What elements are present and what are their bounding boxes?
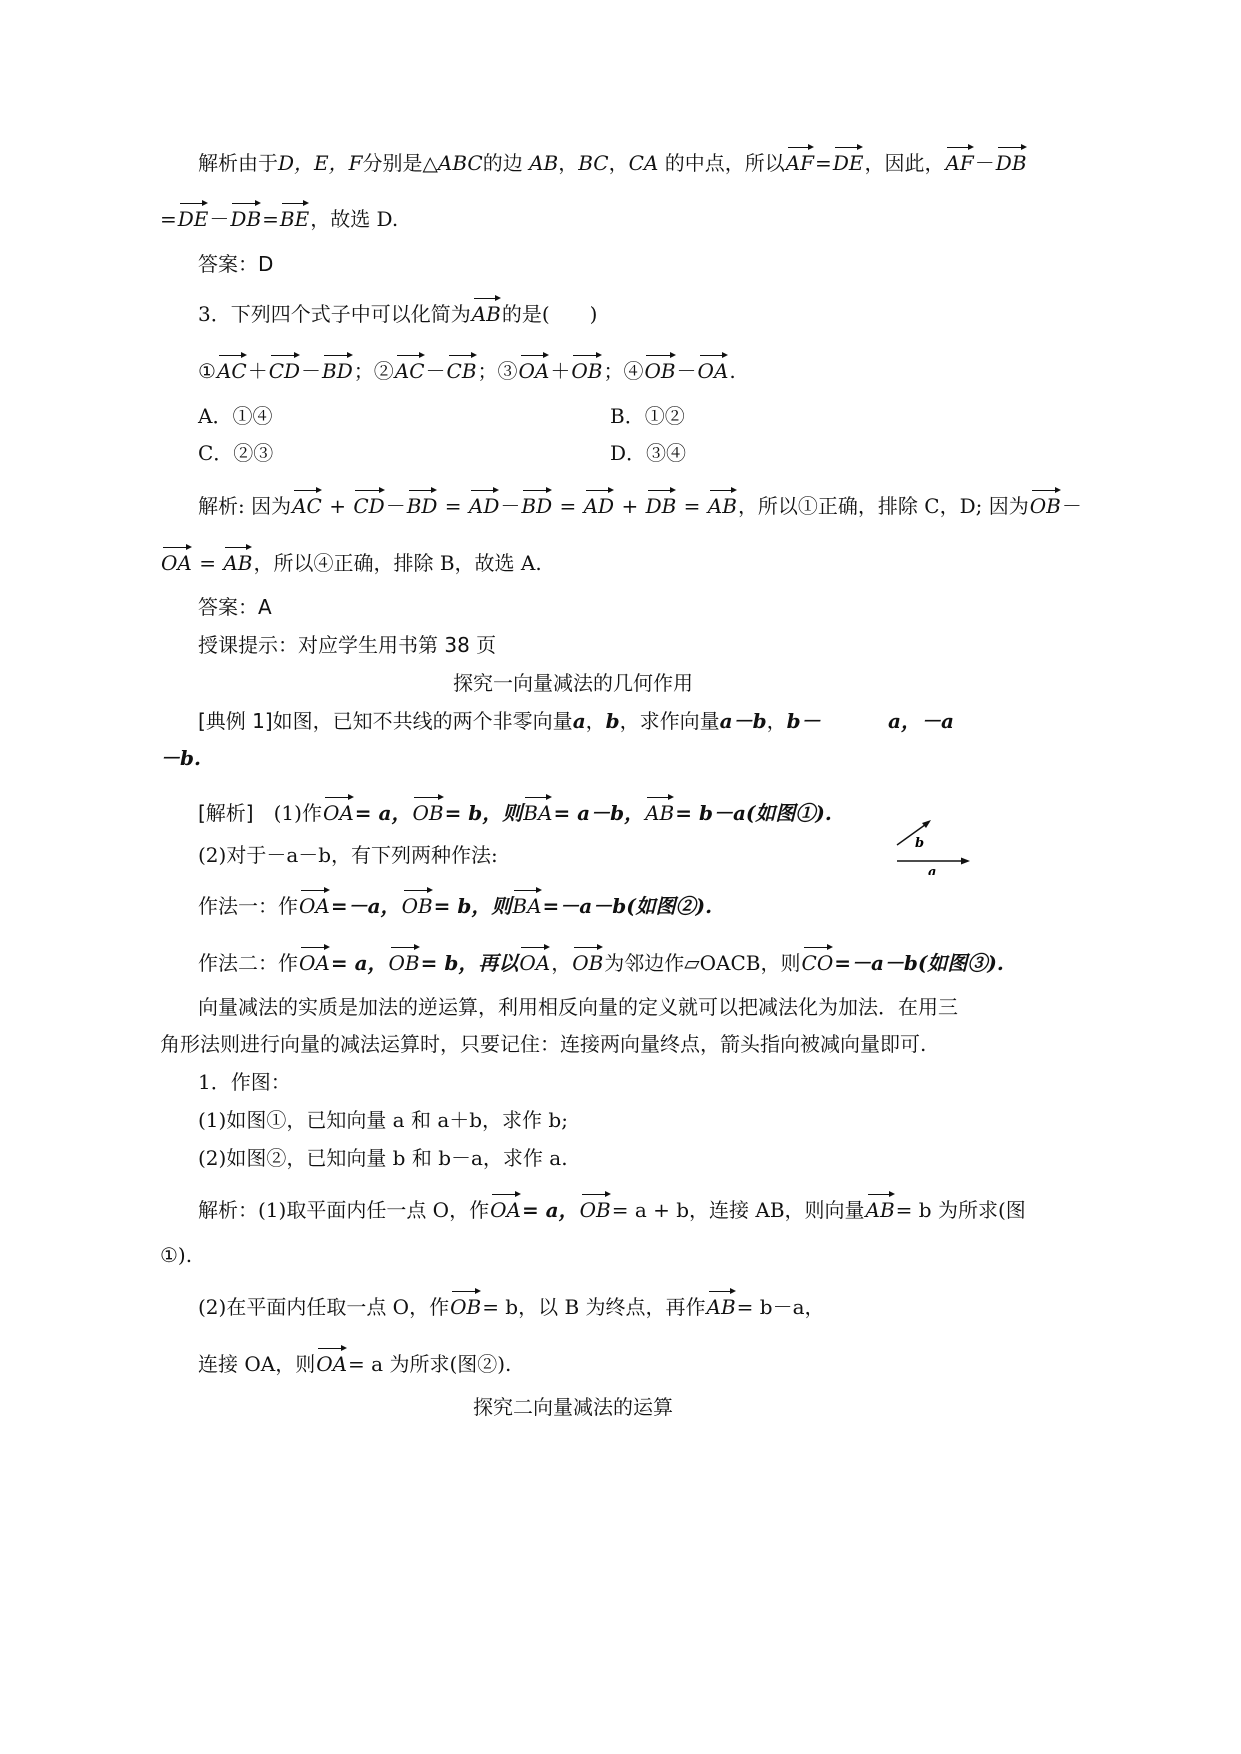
solution-label: [解析] xyxy=(198,801,254,825)
vector-CB: CB xyxy=(447,351,477,381)
option-d: D．③④ xyxy=(610,441,687,465)
vector-OA: OA xyxy=(519,351,550,381)
vector-AB: AB xyxy=(707,1287,736,1317)
text: ， xyxy=(551,951,572,975)
text: ；④ xyxy=(603,359,644,383)
exercise-solution-3 xyxy=(198,1344,511,1379)
vector-b: b xyxy=(605,709,620,733)
exercise-part-2: (2)如图②，已知向量 b 和 b－a，求作 a. xyxy=(198,1146,568,1170)
vector-BD: BD xyxy=(322,351,353,381)
label-a: a xyxy=(928,865,937,875)
section-title-1: 探究一向量减法的几何作用 xyxy=(453,671,693,695)
text: ，因此， xyxy=(864,151,945,175)
text: ：(1)取平面内任一点 O，作 xyxy=(238,1198,490,1222)
vector-CD: CD xyxy=(269,351,300,381)
method-2 xyxy=(198,943,1004,978)
text: 作 xyxy=(278,951,298,975)
vector-AB: AB xyxy=(472,294,501,324)
minus: － xyxy=(974,151,995,175)
vector-AB: AB xyxy=(708,486,737,516)
method-1 xyxy=(198,886,712,921)
expr: a－b xyxy=(719,709,767,733)
text: ，所以④正确，排除 B，故选 A. xyxy=(253,551,542,575)
text: ，求作向量 xyxy=(619,709,720,733)
minus: － xyxy=(425,359,446,383)
vector-AF: AF xyxy=(945,143,973,173)
summary-line-1: 向量减法的实质是加法的逆运算，利用相反向量的定义就可以把减法化为加法．在用三 xyxy=(198,995,958,1019)
expr: b－ xyxy=(786,709,821,733)
triangle: ABC xyxy=(437,151,483,175)
text: 的是( ) xyxy=(501,302,598,326)
solution-3-line-1: 解析: 因为AC + CD－BD = AD－BD = AD + DB = AB，所以①正确，排除 C，D; 因为OB－ xyxy=(198,486,1082,521)
arrowhead-a xyxy=(961,858,970,865)
vector-DE: DE xyxy=(833,143,864,173)
text: . xyxy=(729,359,736,383)
plus: ＋ xyxy=(247,359,268,383)
vector-AB: AB xyxy=(866,1190,895,1220)
vector-BA: BA xyxy=(523,793,552,823)
example-1-cont xyxy=(160,743,201,773)
vector-AD: AD xyxy=(584,486,614,516)
text: = b，以 B 为终点，再作 xyxy=(482,1295,706,1319)
option-b: B．①② xyxy=(610,404,685,428)
vector-OB: OB xyxy=(412,793,443,823)
vector-OA: OA xyxy=(299,886,330,916)
text: [典例 1]如图，已知不共线的两个非零向量 xyxy=(198,709,573,733)
vector-OB: OB xyxy=(389,943,420,973)
vector-BE: BE xyxy=(280,199,309,229)
solution-label: 解析 xyxy=(198,151,238,175)
text: = b 为所求(图 xyxy=(895,1198,1026,1222)
vector-AB: AB xyxy=(645,793,674,823)
text: ；② xyxy=(353,359,394,383)
vector-OB: OB xyxy=(450,1287,481,1317)
vector-OA: OA xyxy=(323,793,354,823)
solution-3-line-2: OA = AB，所以④正确，排除 B，故选 A. xyxy=(160,543,542,578)
vector-DB: DB xyxy=(996,143,1027,173)
vector-CD: CD xyxy=(353,486,384,516)
vector-figure xyxy=(880,800,980,875)
text: ；③ xyxy=(477,359,518,383)
minus: － xyxy=(301,359,322,383)
text: = b－a， xyxy=(736,1295,825,1319)
example-1-right xyxy=(888,706,954,736)
option-c: C．②③ xyxy=(198,441,274,465)
text: 的中点，所以 xyxy=(664,151,785,175)
text: (2)在平面内任取一点 O，作 xyxy=(198,1295,450,1319)
vector-OB: OB xyxy=(402,886,433,916)
question-3 xyxy=(198,294,597,329)
answer-3: 答案：A xyxy=(198,595,272,619)
expr: =－a， xyxy=(330,894,401,918)
vector-OB: OB xyxy=(572,943,603,973)
text: 为邻边作▱OACB，则 xyxy=(604,951,801,975)
text: (1)作 xyxy=(253,801,322,825)
vector-a: a xyxy=(888,709,901,733)
example-1: [典例 1]如图，已知不共线的两个非零向量a，b，求作向量a－b，b－ xyxy=(198,709,821,733)
vector-DE: DE xyxy=(178,199,209,229)
text: = a + b，连接 AB，则向量 xyxy=(611,1198,865,1222)
solution-line-2 xyxy=(160,199,398,234)
minus: － xyxy=(1061,494,1082,518)
vector-OB: OB xyxy=(580,1190,611,1220)
vector-OA: OA xyxy=(490,1190,521,1220)
expr: =－a－b(如图③). xyxy=(834,951,1004,975)
exercise-solution-1 xyxy=(198,1190,1026,1225)
expr: =－a－b(如图②). xyxy=(542,894,713,918)
section-title-2: 探究二向量减法的运算 xyxy=(473,1395,673,1419)
vector-BA: BA xyxy=(512,886,541,916)
vector-OB: OB xyxy=(644,351,675,381)
vector-OA: OA xyxy=(698,351,729,381)
exercise-part-1: (1)如图①，已知向量 a 和 a＋b，求作 b; xyxy=(198,1108,568,1132)
vector-AD: AD xyxy=(469,486,499,516)
text: ，所以①正确，排除 C，D; 因为 xyxy=(737,494,1029,518)
vector-AF: AF xyxy=(786,143,814,173)
vector-OA: OA xyxy=(299,943,330,973)
plus: ＋ xyxy=(550,359,571,383)
text: 的边 xyxy=(482,151,523,175)
expr: = a－b， xyxy=(553,801,645,825)
vector-DB: DB xyxy=(230,199,261,229)
expr: = a， xyxy=(354,801,412,825)
expr: －b. xyxy=(160,746,201,770)
exercise-head: 1．作图： xyxy=(198,1070,291,1094)
text: 连接 OA，则 xyxy=(198,1352,316,1376)
vector-OA: OA xyxy=(519,943,550,973)
vector-OB: OB xyxy=(571,351,602,381)
minus: － xyxy=(500,494,521,518)
option-a: A．①④ xyxy=(198,404,273,428)
teaching-hint: 授课提示：对应学生用书第 38 页 xyxy=(198,633,497,657)
points: D，E，F xyxy=(278,151,363,175)
exercise-solution-2 xyxy=(198,1287,825,1322)
text: 3．下列四个式子中可以化简为 xyxy=(198,302,471,326)
vector-AC: AC xyxy=(292,486,322,516)
expr: ，－a xyxy=(900,709,954,733)
vector-BD: BD xyxy=(521,486,552,516)
minus: － xyxy=(385,494,406,518)
question-3-items xyxy=(198,351,736,386)
expr: = b－a(如图①). xyxy=(675,801,832,825)
side: AB xyxy=(529,151,559,175)
minus: － xyxy=(676,359,697,383)
expr: = a， xyxy=(521,1198,579,1222)
vector-OB: OB xyxy=(1030,486,1061,516)
expr: = b，则 xyxy=(433,894,512,918)
minus: － xyxy=(209,207,230,231)
side: CA xyxy=(628,151,659,175)
vector-AC: AC xyxy=(395,351,425,381)
expr: = b，则 xyxy=(444,801,523,825)
equals: = xyxy=(815,151,832,175)
label-b: b xyxy=(915,836,925,851)
solution-label: 解析 xyxy=(198,494,238,518)
text: 作 xyxy=(278,894,298,918)
vector-CO: CO xyxy=(802,943,834,973)
exercise-solution-1-cont: ①). xyxy=(160,1243,193,1267)
text: ，故选 D. xyxy=(310,207,399,231)
solution-label: 解析 xyxy=(198,1198,238,1222)
vector-AC: AC xyxy=(217,351,247,381)
text: 分别是△ xyxy=(362,151,438,175)
text: ， xyxy=(585,709,606,733)
expr: = b，再以 xyxy=(420,951,519,975)
equals: = xyxy=(160,207,177,231)
text: : 因为 xyxy=(238,494,292,518)
vector-AB: AB xyxy=(223,543,252,573)
solution-ex1-line-1 xyxy=(198,793,832,828)
text: 由于 xyxy=(238,151,278,175)
solution-ex1-line-2: (2)对于－a－b，有下列两种作法: xyxy=(198,843,498,867)
answer-1: 答案：D xyxy=(198,252,274,276)
vector-DB: DB xyxy=(646,486,677,516)
vector-OA: OA xyxy=(316,1344,347,1374)
vector-BD: BD xyxy=(407,486,438,516)
method-label: 作法一： xyxy=(198,894,278,918)
vector-a: a xyxy=(572,709,586,733)
expr: = a， xyxy=(330,951,388,975)
equals: = xyxy=(262,207,279,231)
text: ① xyxy=(198,359,216,383)
side: BC xyxy=(578,151,609,175)
summary-line-2: 角形法则进行向量的减法运算时，只要记住：连接两向量终点，箭头指向被减向量即可. xyxy=(160,1032,927,1056)
solution-line-1: 解析由于D，E，F分别是△ABC的边 AB，BC，CA 的中点，所以AF=DE，因此，AF－DB xyxy=(198,143,1028,178)
vector-OA: OA xyxy=(161,543,192,573)
text: = a 为所求(图②). xyxy=(348,1352,512,1376)
method-label: 作法二： xyxy=(198,951,278,975)
